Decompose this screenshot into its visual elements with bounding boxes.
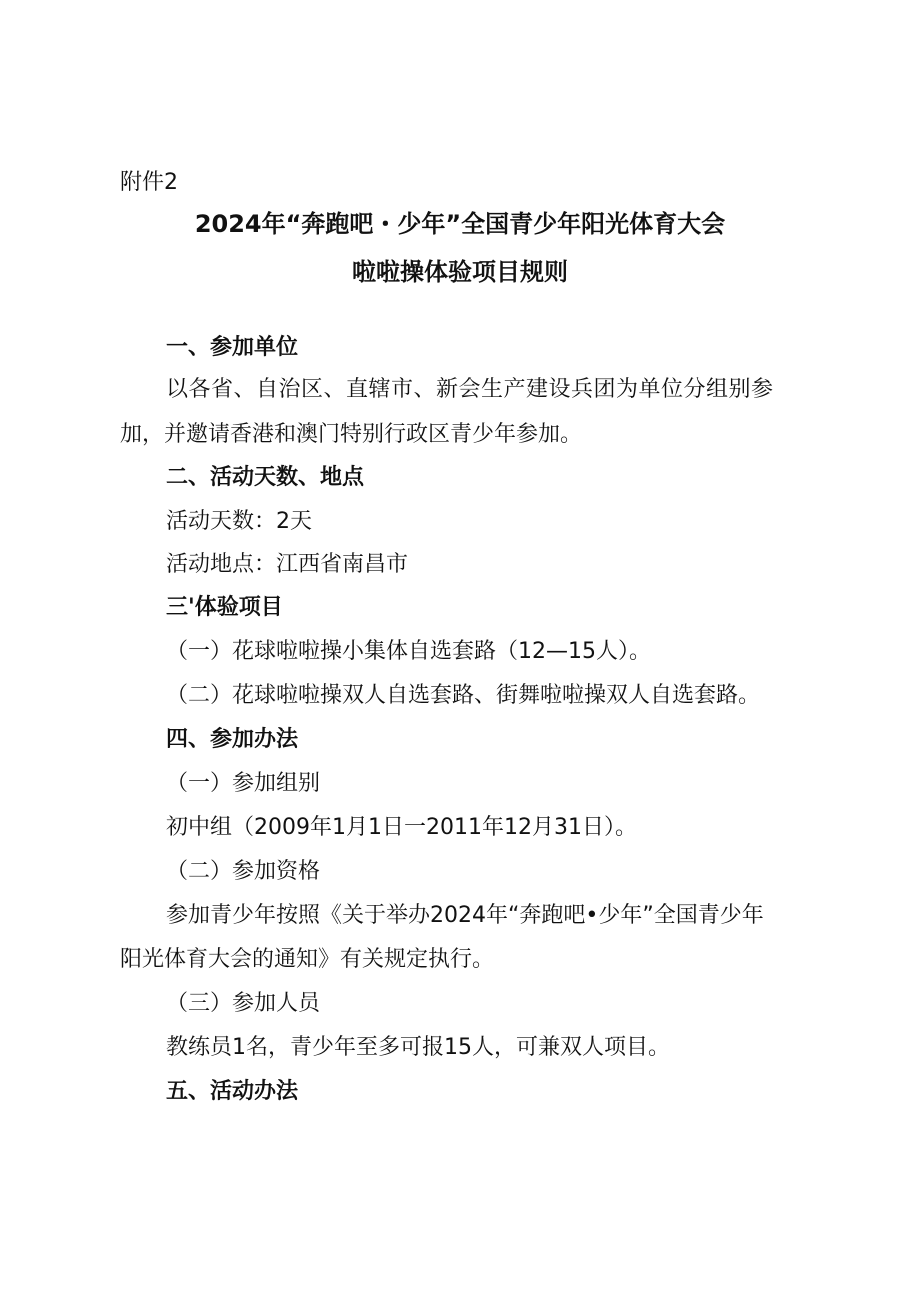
activity-location: 活动地点：江西省南昌市 [166, 552, 409, 577]
activity-days: 活动天数：2天 [166, 509, 312, 534]
section-heading-activity-method: 五、活动办法 [166, 1079, 299, 1104]
personnel-text: 教练员1名，青少年至多可报15人，可兼双人项目。 [166, 1035, 670, 1060]
section-heading-participation: 四、参加办法 [166, 727, 299, 752]
document-title-line-2: 啦啦操体验项目规则 [352, 258, 568, 286]
section-heading-days-location: 二、活动天数、地点 [166, 465, 365, 490]
participants-text-line-1: 以各省、自治区、直辖市、新会生产建设兵团为单位分组别参 [166, 377, 774, 402]
groups-text: 初中组（2009年1月1日一2011年12月31日）。 [166, 815, 637, 840]
subheading-personnel: （三）参加人员 [166, 991, 321, 1016]
eligibility-text-line-2: 阳光体育大会的通知》有关规定执行。 [120, 947, 495, 972]
section-heading-events: 三'体验项目 [166, 595, 283, 620]
eligibility-text-line-1: 参加青少年按照《关于举办2024年“奔跑吧•少年”全国青少年 [166, 903, 764, 928]
section-heading-participants: 一、参加单位 [166, 335, 299, 360]
subheading-groups: （一）参加组别 [166, 771, 321, 796]
event-item-1: （一）花球啦啦操小集体自选套路（12—15人）。 [166, 639, 651, 664]
event-item-2: （二）花球啦啦操双人自选套路、街舞啦啦操双人自选套路。 [166, 683, 761, 708]
attachment-label: 附件2 [120, 170, 178, 195]
participants-text-line-2: 加，并邀请香港和澳门特别行政区青少年参加。 [120, 422, 583, 447]
subheading-eligibility: （二）参加资格 [166, 859, 321, 884]
document-title-line-1: 2024年“奔跑吧・少年”全国青少年阳光体育大会 [194, 210, 726, 238]
